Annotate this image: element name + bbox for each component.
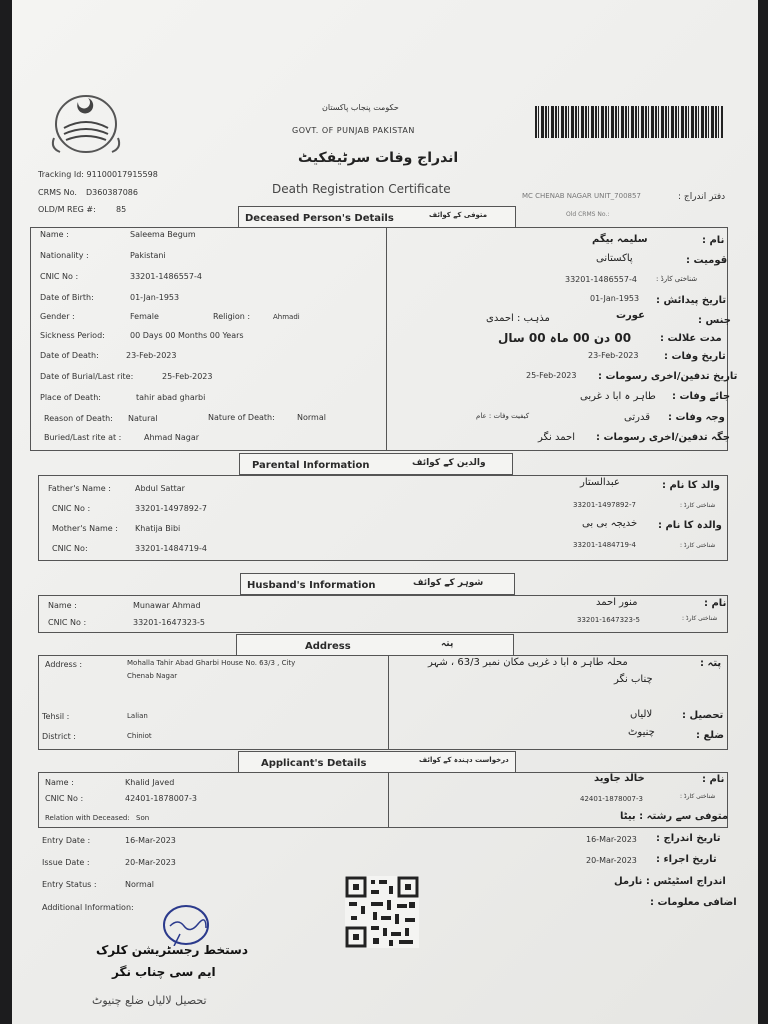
- burial-date-label: Date of Burial/Last rite:: [40, 372, 134, 381]
- u-name-label: نام :: [702, 235, 725, 246]
- religion-label: Religion :: [213, 312, 251, 321]
- u-applicant-name-label: نام :: [702, 774, 725, 785]
- husband-name: Munawar Ahmad: [133, 601, 201, 610]
- u-nat-label: قومیت :: [686, 255, 728, 266]
- address-title-urdu: پتہ: [441, 639, 454, 649]
- tracking-id: Tracking Id: 91100017915598: [38, 170, 158, 179]
- applicant-divider: [388, 772, 389, 828]
- address-line2: Chenab Nagar: [127, 672, 178, 680]
- govt-english: GOVT. OF PUNJAB PAKISTAN: [292, 126, 415, 135]
- father-cnic-label: CNIC No :: [52, 504, 91, 513]
- issue-date-label: Issue Date :: [42, 858, 90, 867]
- u-burial-label: تاریخ تدفین/اخری رسومات :: [598, 371, 738, 382]
- u-husband-cnic: 33201-1647323-5: [577, 616, 640, 624]
- u-cnic-label: شناختی کارڈ :: [656, 275, 698, 283]
- issue-date: 20-Mar-2023: [125, 858, 176, 867]
- entry-date: 16-Mar-2023: [125, 836, 176, 845]
- u-dob: 01-Jan-1953: [590, 294, 640, 303]
- oldm-label: OLD/M REG #:: [38, 205, 96, 214]
- old-crms: Old CRMS No.:: [566, 211, 610, 218]
- u-entry-label: تاریخ اندراج :: [656, 833, 721, 844]
- u-gender-label: جنس :: [698, 315, 731, 326]
- address-label: Address :: [45, 660, 83, 669]
- parental-section-header: [239, 453, 513, 475]
- office-value: MC CHENAB NAGAR UNIT_700857: [522, 192, 641, 200]
- husband-title: Husband's Information: [247, 580, 376, 591]
- u-cnic: 33201-1486557-4: [565, 275, 637, 284]
- u-father-cnic-label: شناختی کارڈ :: [680, 502, 716, 509]
- u-buried: احمد نگر: [538, 432, 575, 443]
- u-mother-cnic: 33201-1484719-4: [573, 541, 636, 549]
- u-burial: 25-Feb-2023: [526, 371, 577, 380]
- district-label: District :: [42, 732, 76, 741]
- husband-cnic: 33201-1647323-5: [133, 618, 205, 627]
- u-address-line1: محلہ طاہر ہ ابا د غربی مکان نمبر 63/3 ، شہر: [428, 657, 628, 668]
- sickness-label: Sickness Period:: [40, 331, 105, 340]
- husband-title-urdu: شوہر کے کوائف: [413, 578, 484, 588]
- signature-line3: تحصیل لالیاں ضلع چنیوٹ: [92, 994, 207, 1007]
- u-address-label: پتہ :: [700, 658, 722, 669]
- reason-label: Reason of Death:: [44, 414, 113, 423]
- status-label: Entry Status :: [42, 880, 97, 889]
- tehsil: Lalian: [127, 712, 148, 720]
- husband-name-label: Name :: [48, 601, 77, 610]
- applicant-name-label: Name :: [45, 778, 74, 787]
- mother-label: Mother's Name :: [52, 524, 118, 533]
- place: tahir abad gharbi: [136, 393, 206, 402]
- relation: Son: [136, 814, 150, 822]
- u-issue-label: تاریخ اجراء :: [656, 854, 717, 865]
- u-father: عبدالستار: [580, 477, 620, 488]
- deceased-title: Deceased Person's Details: [245, 213, 394, 224]
- mother: Khatija Bibi: [135, 524, 181, 533]
- u-sick-label: مدت علالت :: [660, 333, 722, 344]
- u-nat: پاکستانی: [596, 253, 633, 264]
- u-relation: متوفی سے رشتہ : بیٹا: [620, 811, 729, 822]
- relation-label: Relation with Deceased:: [45, 814, 130, 822]
- applicant-section-header: [238, 751, 516, 773]
- u-nature: کیفیت وفات : عام: [476, 412, 530, 420]
- gender: Female: [130, 312, 159, 321]
- tehsil-label: Tehsil :: [42, 712, 70, 721]
- u-address-line2: چناب نگر: [614, 674, 653, 685]
- cnic: 33201-1486557-4: [130, 272, 202, 281]
- u-mother-cnic-label: شناختی کارڈ :: [680, 542, 716, 549]
- u-issue: 20-Mar-2023: [586, 856, 637, 865]
- father: Abdul Sattar: [135, 484, 185, 493]
- govt-urdu: حکومت پنجاب پاکستان: [322, 103, 399, 112]
- address-section-header: [236, 634, 514, 656]
- deceased-title-urdu: متوفی کے کوائف: [429, 211, 488, 219]
- deceased-section-header: [238, 206, 516, 228]
- u-husband-name: منور احمد: [596, 597, 638, 608]
- father-cnic: 33201-1497892-7: [135, 504, 207, 513]
- buried: Ahmad Nagar: [144, 433, 200, 442]
- address-title: Address: [305, 641, 351, 652]
- deceased-name: Saleema Begum: [130, 230, 196, 239]
- u-dob-label: تاریخ پیدائش :: [656, 295, 727, 306]
- u-husband-name-label: نام :: [704, 598, 727, 609]
- dod: 23-Feb-2023: [126, 351, 177, 360]
- district: Chiniot: [127, 732, 152, 740]
- nationality-label: Nationality :: [40, 251, 89, 260]
- u-additional: اضافی معلومات :: [650, 897, 737, 908]
- u-district-label: ضلع :: [696, 730, 725, 741]
- u-religion: مذہب : احمدی: [486, 313, 550, 324]
- cnic-label: CNIC No :: [40, 272, 79, 281]
- signature-stamp-icon: [162, 904, 210, 946]
- buried-label: Buried/Last rite at :: [44, 433, 122, 442]
- u-reason: قدرتی: [624, 412, 650, 423]
- entry-date-label: Entry Date :: [42, 836, 91, 845]
- u-buried-label: جگہ تدفین/اخری رسومات :: [596, 432, 731, 443]
- address-line1: Mohalla Tahir Abad Gharbi House No. 63/3 , City: [127, 659, 296, 667]
- office-urdu: دفتر اندراج :: [678, 192, 726, 202]
- u-status: اندراج اسٹیٹس : نارمل: [614, 876, 726, 887]
- punjab-emblem-icon: [48, 88, 124, 156]
- mother-cnic-label: CNIC No:: [52, 544, 88, 553]
- u-mother-label: والدہ کا نام :: [658, 520, 722, 531]
- deceased-name-label: Name :: [40, 230, 69, 239]
- u-reason-label: وجہ وفات :: [668, 412, 725, 423]
- nature: Normal: [297, 413, 326, 422]
- u-father-label: والد کا نام :: [662, 480, 721, 491]
- u-dod: 23-Feb-2023: [588, 351, 639, 360]
- applicant-cnic: 42401-1878007-3: [125, 794, 197, 803]
- u-sick: 00 دن 00 ماہ 00 سال: [498, 331, 632, 345]
- qr-code: [345, 876, 419, 948]
- dob: 01-Jan-1953: [130, 293, 180, 302]
- applicant-cnic-label: CNIC No :: [45, 794, 84, 803]
- signature-line2: ایم سی چناب نگر: [112, 965, 216, 979]
- nationality: Pakistani: [130, 251, 166, 260]
- u-district: چنیوٹ: [628, 727, 655, 738]
- u-applicant-cnic: 42401-1878007-3: [580, 795, 643, 803]
- dob-label: Date of Birth:: [40, 293, 94, 302]
- mother-cnic: 33201-1484719-4: [135, 544, 207, 553]
- religion: Ahmadi: [273, 313, 300, 321]
- dod-label: Date of Death:: [40, 351, 99, 360]
- husband-section-header: [240, 573, 515, 595]
- u-entry: 16-Mar-2023: [586, 835, 637, 844]
- u-tehsil-label: تحصیل :: [682, 710, 724, 721]
- crms-label: CRMS No.: [38, 188, 77, 197]
- husband-cnic-label: CNIC No :: [48, 618, 87, 627]
- gender-label: Gender :: [40, 312, 75, 321]
- signature-line1: دستخط رجسٹریشن کلرک: [96, 943, 248, 957]
- burial-date: 25-Feb-2023: [162, 372, 213, 381]
- reason: Natural: [128, 414, 158, 423]
- applicant-name: Khalid Javed: [125, 778, 175, 787]
- title-urdu: اندراج وفات سرٹیفکیٹ: [298, 150, 459, 166]
- address-divider: [388, 655, 389, 750]
- u-mother: خدیجہ بی بی: [582, 518, 638, 529]
- additional-label: Additional Information:: [42, 903, 134, 912]
- title-english: Death Registration Certificate: [272, 182, 451, 196]
- u-tehsil: لالیاں: [630, 709, 653, 720]
- parental-title: Parental Information: [252, 460, 370, 471]
- parental-title-urdu: والدین کے کوائف: [412, 458, 486, 468]
- deceased-divider: [386, 227, 387, 451]
- u-name: سلیمہ بیگم: [592, 234, 648, 245]
- oldm-value: 85: [116, 205, 127, 214]
- applicant-title-urdu: درخواست دہندہ کے کوائف: [419, 756, 509, 764]
- u-applicant-cnic-label: شناختی کارڈ :: [680, 793, 716, 800]
- u-father-cnic: 33201-1497892-7: [573, 501, 636, 509]
- sickness: 00 Days 00 Months 00 Years: [130, 331, 244, 340]
- applicant-title: Applicant's Details: [261, 758, 367, 769]
- nature-label: Nature of Death:: [208, 413, 275, 422]
- u-dod-label: تاریخ وفات :: [664, 351, 726, 362]
- u-applicant-name: خالد جاوید: [594, 773, 645, 784]
- u-place-label: جائے وفات :: [672, 391, 731, 402]
- barcode: [535, 106, 723, 138]
- u-gender: عورت: [616, 310, 645, 321]
- father-label: Father's Name :: [48, 484, 111, 493]
- place-label: Place of Death:: [40, 393, 101, 402]
- status: Normal: [125, 880, 154, 889]
- u-husband-cnic-label: شناختی کارڈ :: [682, 615, 718, 622]
- crms-value: D360387086: [86, 188, 138, 197]
- u-place: طاہر ہ ابا د غربی: [580, 391, 656, 402]
